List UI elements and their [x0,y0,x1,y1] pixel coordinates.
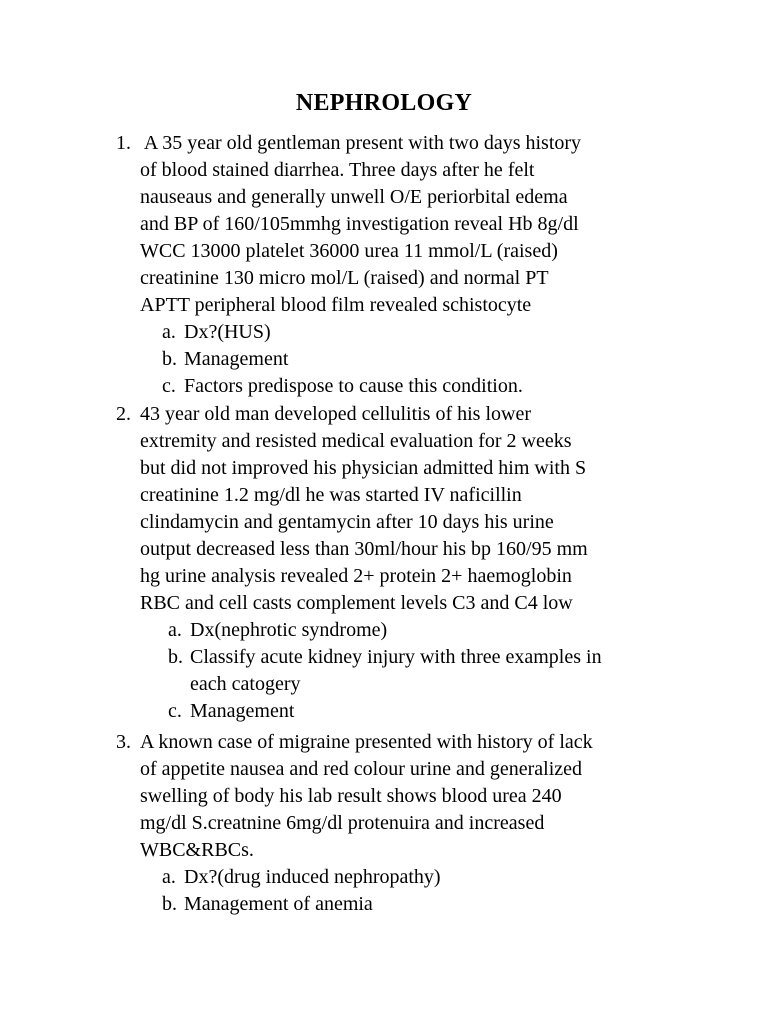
subitem-letter: c. [168,700,182,722]
subitem [116,319,676,346]
subitem-text: Management of anemia [184,893,373,915]
subitem [116,617,676,644]
question-line [116,130,676,157]
question-text: WBC&RBCs. [140,839,254,861]
subitem-letter: a. [162,866,176,888]
question-text: WCC 13000 platelet 36000 urea 11 mmol/L (raised) [140,240,558,262]
question-text: hg urine analysis revealed 2+ protein 2+ haemoglobin [140,565,572,587]
question-number: 3. [116,731,131,753]
question-text: mg/dl S.creatnine 6mg/dl protenuira and increased [140,812,545,834]
question-text: output decreased less than 30ml/hour his bp 160/95 mm [140,538,588,560]
subitem-letter: b. [162,348,177,370]
question-3 [116,729,676,918]
question-text: and BP of 160/105mmhg investigation reveal Hb 8g/dl [140,213,579,235]
subitem [116,644,676,671]
question-1 [116,130,676,400]
question-text: swelling of body his lab result shows blood urea 240 [140,785,562,807]
subitem [116,864,676,891]
subitem-text: Classify acute kidney injury with three examples in [190,646,602,668]
question-2 [116,401,676,725]
question-text: A 35 year old gentleman present with two days history [140,132,582,154]
subitem-text: Factors predispose to cause this condition. [184,375,523,397]
subitem [116,373,676,400]
subitem-letter: b. [162,893,177,915]
subitem-letter: a. [168,619,182,641]
subitem-text: Dx?(drug induced nephropathy) [184,866,441,888]
subitem-letter: a. [162,321,176,343]
page-title: NEPHROLOGY [295,90,473,116]
question-text: extremity and resisted medical evaluation for 2 weeks [140,430,572,452]
question-text: of appetite nausea and red colour urine and generalized [140,758,583,780]
subitem [116,891,676,918]
question-number: 2. [116,403,131,425]
subitem-letter: c. [162,375,176,397]
question-text: of blood stained diarrhea. Three days after he felt [140,159,535,181]
subitem-text: each catogery [190,673,301,695]
question-line [116,401,676,428]
subitem [116,346,676,373]
question-text: 43 year old man developed cellulitis of his lower [140,403,532,425]
subitem-text: Dx?(HUS) [184,321,271,343]
question-text: APTT peripheral blood film revealed schistocyte [140,294,532,316]
subitem-letter: b. [168,646,183,668]
question-text: but did not improved his physician admitted him with S [140,457,587,479]
question-text: creatinine 1.2 mg/dl he was started IV naficillin [140,484,522,506]
subitem-text: Management [190,700,295,722]
question-text: A known case of migraine presented with history of lack [140,731,593,753]
question-text: RBC and cell casts complement levels C3 and C4 low [140,592,573,614]
question-text: creatinine 130 micro mol/L (raised) and normal PT [140,267,549,289]
question-text: clindamycin and gentamycin after 10 days his urine [140,511,554,533]
subitem-text: Management [184,348,289,370]
question-line [116,729,676,756]
subitem [116,698,676,725]
subitem-text: Dx(nephrotic syndrome) [190,619,388,641]
question-number: 1. [116,132,131,154]
question-text: nauseaus and generally unwell O/E periorbital edema [140,186,568,208]
